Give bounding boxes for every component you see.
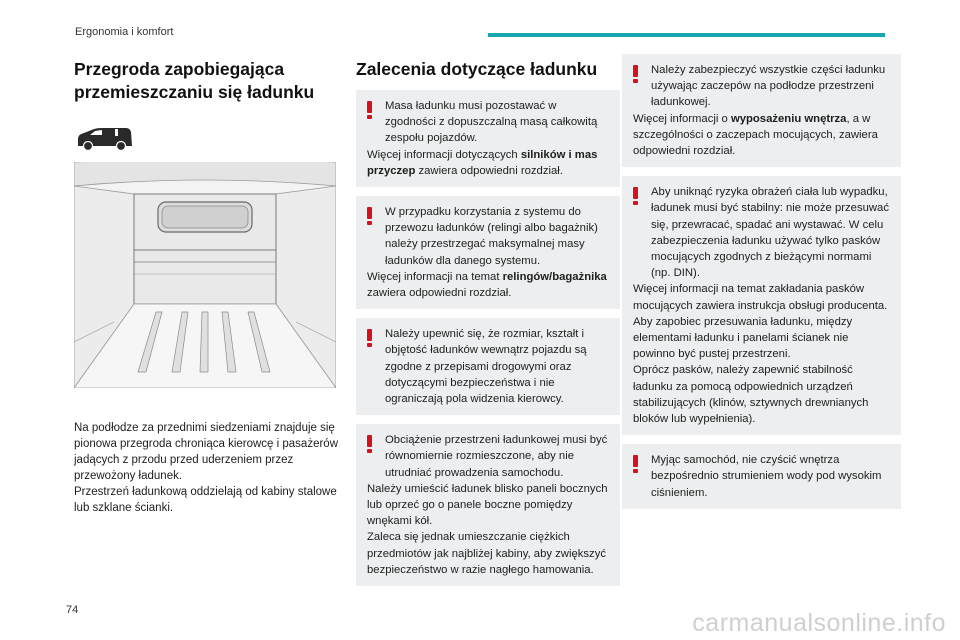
warning-box [356,424,620,586]
warning-extra: Więcej informacji na temat zakładania pasków mocujących zawiera instrukcja obsługi producenta. [633,283,888,312]
column-load-recommendations-cont [622,54,901,518]
warning-box [622,54,901,167]
section-title-partition: Przegroda zapobiegająca przemieszczaniu się ładunku [74,59,315,102]
section-title-load: Zalecenia dotyczące ładunku [356,59,598,79]
warning-icon [367,435,372,453]
warning-text: Aby uniknąć ryzyka obrażeń ciała lub wypadku, ładunek musi być stabilny: nie może przesuwać się, przewracać, spadać ani wystawać. W celu zabezpieczenia ładunku używać tylko pasków mocujących zgodnych z bieżącymi normami (np. DIN). [633,184,891,281]
warning-icon [633,65,638,83]
warning-reference: Więcej informacji dotyczących silników i mas przyczep zawiera odpowiedni rozdział. [367,148,598,177]
warning-icon [367,207,372,225]
warning-extra: Oprócz pasków, należy zapewnić stabilność ładunku za pomocą odpowiednich urządzeń stabilizujących (klinów, sztywnych drewnianych bloków lub wypełnienia). [633,364,869,426]
header-section-title: Ergonomia i komfort [75,26,174,38]
warning-text: Należy upewnić się, że rozmiar, kształt i objętość ładunków wewnątrz pojazdu są zgodne z przepisami drogowymi oraz dotyczącymi bezpieczeństwa i nie ograniczają pola widzenia kierowcy. [367,326,610,407]
warning-box [356,90,620,187]
warning-text: Obciążenie przestrzeni ładunkowej musi być równomiernie rozmieszczone, aby nie utrudniać prowadzenia samochodu. [367,432,610,481]
cargo-area-illustration [74,162,336,388]
warning-icon [633,187,638,205]
van-icon [74,126,134,152]
partition-description [74,420,338,516]
warning-text: Myjąc samochód, nie czyścić wnętrza bezpośrednio strumieniem wody pod wysokim ciśnieniem. [633,452,891,501]
warning-extra: Należy umieścić ładunek blisko paneli bocznych lub oprzeć go o panele boczne pomiędzy wnękami kół. [367,482,608,528]
warning-box [622,444,901,509]
warning-box [356,196,620,309]
warning-box [622,176,901,435]
column-partition [74,58,339,514]
warning-reference: Więcej informacji na temat relingów/bagażnika zawiera odpowiedni rozdział. [367,270,607,300]
warning-reference: Więcej informacji o wyposażeniu wnętrza, a w szczególności o zaczepach mocujących, zawiera odpowiedni rozdział. [633,112,878,158]
page-number: 74 [66,604,79,616]
warning-text: W przypadku korzystania z systemu do przewozu ładunków (relingi albo bagażnik) należy przestrzegać maksymalnej masy ładunków dla danego systemu. [367,204,610,269]
warning-text: Należy zabezpieczyć wszystkie części ładunku używając zaczepów na podłodze przestrzeni ładunkowej. [633,62,891,111]
warning-extra: Zaleca się jednak umieszczanie ciężkich przedmiotów jak najbliżej kabiny, aby zwiększyć bezpieczeństwo w razie nagłego hamowania. [367,531,607,576]
column-load-recommendations [356,58,620,595]
warning-extra: Aby zapobiec przesuwania ładunku, między elementami ładunku i panelami ścianek nie powinno być pustej przestrzeni. [633,315,853,361]
paragraph: Na podłodze za przednimi siedzeniami znajduje się pionowa przegroda chroniąca kierowcę i pasażerów jadących z przodu przed uderzeniem przez przewożony ładunek. [74,422,339,482]
warning-icon [633,455,638,473]
header-accent-bar [488,33,885,37]
paragraph: Przestrzeń ładunkową oddzielają od kabiny stalowe lub szklane ścianki. [74,486,337,514]
warning-box [356,318,620,415]
warning-icon [367,329,372,347]
warning-icon [367,101,372,119]
warning-text: Masa ładunku musi pozostawać w zgodności z dopuszczalną masą całkowitą zespołu pojazdów. [367,98,610,147]
watermark-text: carmanualsonline.info [692,609,946,637]
